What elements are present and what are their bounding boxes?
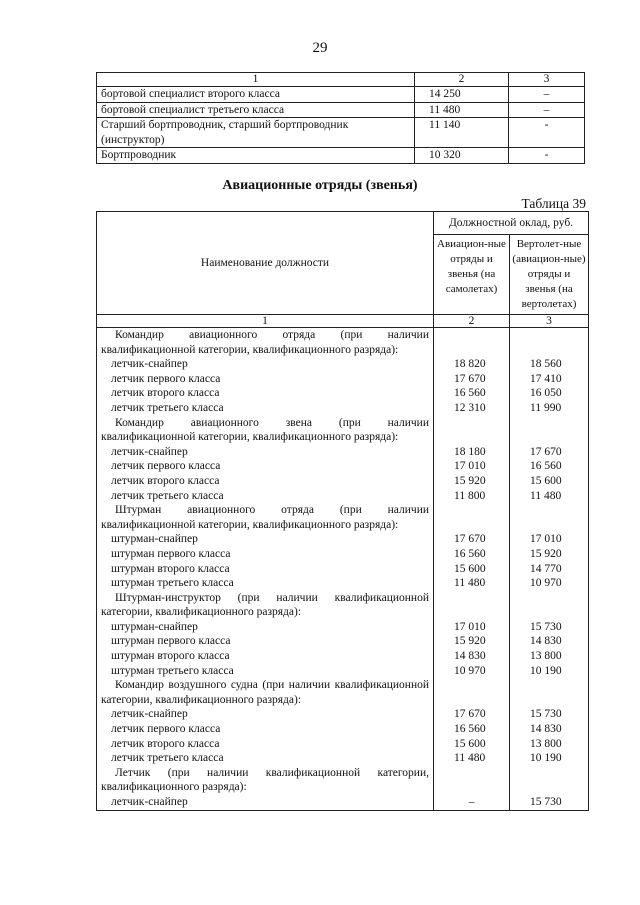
salary-value xyxy=(510,678,589,707)
position-name: штурман третьего класса xyxy=(97,664,434,679)
salary-value xyxy=(434,503,510,532)
salary-value: 11 140 xyxy=(415,118,509,148)
position-name: летчик второго класса xyxy=(97,386,434,401)
salary-value xyxy=(510,766,589,795)
salary-value: 13 800 xyxy=(510,737,589,752)
table-row xyxy=(97,664,589,679)
salary-value: 15 920 xyxy=(434,474,510,489)
salary-value: 12 310 xyxy=(434,401,510,416)
table-row xyxy=(97,386,589,401)
salary-value: 16 560 xyxy=(434,722,510,737)
table-label: Таблица 39 xyxy=(521,196,586,211)
table-row xyxy=(97,87,585,103)
salary-value: 18 180 xyxy=(434,445,510,460)
table-row xyxy=(97,634,589,649)
salary-value: 16 050 xyxy=(510,386,589,401)
salary-value: 11 480 xyxy=(510,489,589,504)
position-name: летчик-снайпер xyxy=(97,795,434,810)
table-row xyxy=(97,459,589,474)
table-row xyxy=(97,576,589,591)
salary-value: 11 480 xyxy=(415,102,509,118)
salary-value xyxy=(434,678,510,707)
position-name: штурман третьего класса xyxy=(97,576,434,591)
table-row xyxy=(97,118,585,148)
position-name: летчик первого класса xyxy=(97,722,434,737)
column-number: 2 xyxy=(415,73,509,87)
column-header-position: Наименование должности xyxy=(97,212,434,315)
table-row xyxy=(97,737,589,752)
column-number: 3 xyxy=(509,73,585,87)
salary-value: 18 820 xyxy=(434,357,510,372)
position-group-name: Командир воздушного судна (при наличии квалификационной категории, квалификационного разряда): xyxy=(97,678,434,707)
column-number: 1 xyxy=(97,73,415,87)
position-name: бортовой специалист второго класса xyxy=(97,87,415,103)
column-number: 3 xyxy=(510,315,589,328)
salary-value xyxy=(510,416,589,445)
salary-value: 17 670 xyxy=(434,532,510,547)
group-row xyxy=(97,678,589,707)
position-name: бортовой специалист третьего класса xyxy=(97,102,415,118)
salary-value: 10 970 xyxy=(434,664,510,679)
column-header-airplanes: Авиацион-ные отряды и звенья (на самолетах) xyxy=(434,235,510,315)
table-row xyxy=(97,707,589,722)
salary-value: 17 410 xyxy=(510,372,589,387)
continued-salary-table xyxy=(96,72,585,164)
salary-value: 11 800 xyxy=(434,489,510,504)
position-group-name: Летчик (при наличии квалификационной категории, квалификационного разряда): xyxy=(97,766,434,795)
position-name: штурман первого класса xyxy=(97,547,434,562)
salary-value: 16 560 xyxy=(434,386,510,401)
position-name: летчик первого класса xyxy=(97,459,434,474)
salary-value: 14 770 xyxy=(510,562,589,577)
table-row xyxy=(97,148,585,164)
position-name: летчик второго класса xyxy=(97,737,434,752)
salary-value xyxy=(434,591,510,620)
header-row xyxy=(97,212,589,235)
page-number: 29 xyxy=(312,40,328,56)
table-row xyxy=(97,620,589,635)
salary-value: 14 830 xyxy=(510,722,589,737)
table-row xyxy=(97,751,589,766)
table-row xyxy=(97,795,589,810)
salary-value: 15 600 xyxy=(510,474,589,489)
salary-value: 15 600 xyxy=(434,562,510,577)
position-name: Старший бортпроводник, старший бортпроводник (инструктор) xyxy=(97,118,415,148)
salary-value: 14 830 xyxy=(434,649,510,664)
position-name: штурман второго класса xyxy=(97,562,434,577)
salary-value: 15 920 xyxy=(434,634,510,649)
position-name: летчик третьего класса xyxy=(97,401,434,416)
table-row xyxy=(97,489,589,504)
salary-value xyxy=(510,591,589,620)
position-name: летчик второго класса xyxy=(97,474,434,489)
salary-value xyxy=(510,328,589,358)
salary-value: 10 190 xyxy=(510,751,589,766)
salary-value: 15 730 xyxy=(510,620,589,635)
position-name: штурман первого класса xyxy=(97,634,434,649)
position-name: летчик-снайпер xyxy=(97,445,434,460)
salary-value: 17 010 xyxy=(434,459,510,474)
salary-value: 14 250 xyxy=(415,87,509,103)
salary-value: – xyxy=(509,87,585,103)
table-row xyxy=(97,357,589,372)
group-row xyxy=(97,503,589,532)
table-row xyxy=(97,547,589,562)
salary-value: 15 730 xyxy=(510,707,589,722)
salary-value: 17 670 xyxy=(510,445,589,460)
salary-value xyxy=(434,416,510,445)
position-name: штурман-снайпер xyxy=(97,620,434,635)
salary-value: 15 920 xyxy=(510,547,589,562)
salary-value: 16 560 xyxy=(510,459,589,474)
salary-value xyxy=(434,766,510,795)
salary-value: 15 600 xyxy=(434,737,510,752)
salary-value: 10 320 xyxy=(415,148,509,164)
position-name: Бортпроводник xyxy=(97,148,415,164)
salary-value: 11 480 xyxy=(434,576,510,591)
salary-value: - xyxy=(509,118,585,148)
table-row xyxy=(97,562,589,577)
position-name: летчик-снайпер xyxy=(97,357,434,372)
salary-value: 11 480 xyxy=(434,751,510,766)
column-number-row xyxy=(97,315,589,328)
column-number-row xyxy=(97,73,585,87)
aviation-units-salary-table xyxy=(96,211,589,811)
salary-value xyxy=(434,328,510,358)
table-row xyxy=(97,722,589,737)
salary-value: 17 670 xyxy=(434,372,510,387)
salary-value: 17 010 xyxy=(434,620,510,635)
salary-value: 16 560 xyxy=(434,547,510,562)
position-name: летчик первого класса xyxy=(97,372,434,387)
salary-value: 17 010 xyxy=(510,532,589,547)
table-row xyxy=(97,474,589,489)
position-name: летчик-снайпер xyxy=(97,707,434,722)
salary-value: 11 990 xyxy=(510,401,589,416)
position-name: летчик третьего класса xyxy=(97,751,434,766)
group-row xyxy=(97,328,589,358)
table-row xyxy=(97,445,589,460)
position-group-name: Штурман авиационного отряда (при наличии квалификационной категории, квалификационного разряда): xyxy=(97,503,434,532)
position-name: летчик третьего класса xyxy=(97,489,434,504)
group-row xyxy=(97,591,589,620)
salary-value: 18 560 xyxy=(510,357,589,372)
column-header-helicopters: Вертолет-ные (авиацион-ные) отряды и звенья (на вертолетах) xyxy=(510,235,589,315)
table-row xyxy=(97,372,589,387)
position-name: штурман второго класса xyxy=(97,649,434,664)
salary-value xyxy=(510,503,589,532)
salary-value: 14 830 xyxy=(510,634,589,649)
position-group-name: Штурман-инструктор (при наличии квалификационной категории, квалификационного разряда): xyxy=(97,591,434,620)
column-number: 2 xyxy=(434,315,510,328)
salary-value: – xyxy=(434,795,510,810)
table-row xyxy=(97,649,589,664)
section-title: Авиационные отряды (звенья) xyxy=(222,178,418,193)
group-row xyxy=(97,766,589,795)
salary-value: 17 670 xyxy=(434,707,510,722)
salary-value: 13 800 xyxy=(510,649,589,664)
position-name: штурман-снайпер xyxy=(97,532,434,547)
position-group-name: Командир авиационного отряда (при наличии квалификационной категории, квалификационного разряда): xyxy=(97,328,434,358)
salary-value: 10 190 xyxy=(510,664,589,679)
table-row xyxy=(97,102,585,118)
salary-value: 10 970 xyxy=(510,576,589,591)
salary-value: – xyxy=(509,102,585,118)
salary-value: 15 730 xyxy=(510,795,589,810)
table-row xyxy=(97,532,589,547)
table-row xyxy=(97,401,589,416)
salary-value: - xyxy=(509,148,585,164)
position-group-name: Командир авиационного звена (при наличии квалификационной категории, квалификационного разряда): xyxy=(97,416,434,445)
group-row xyxy=(97,416,589,445)
column-header-salary: Должностной оклад, руб. xyxy=(434,212,589,235)
column-number: 1 xyxy=(97,315,434,328)
